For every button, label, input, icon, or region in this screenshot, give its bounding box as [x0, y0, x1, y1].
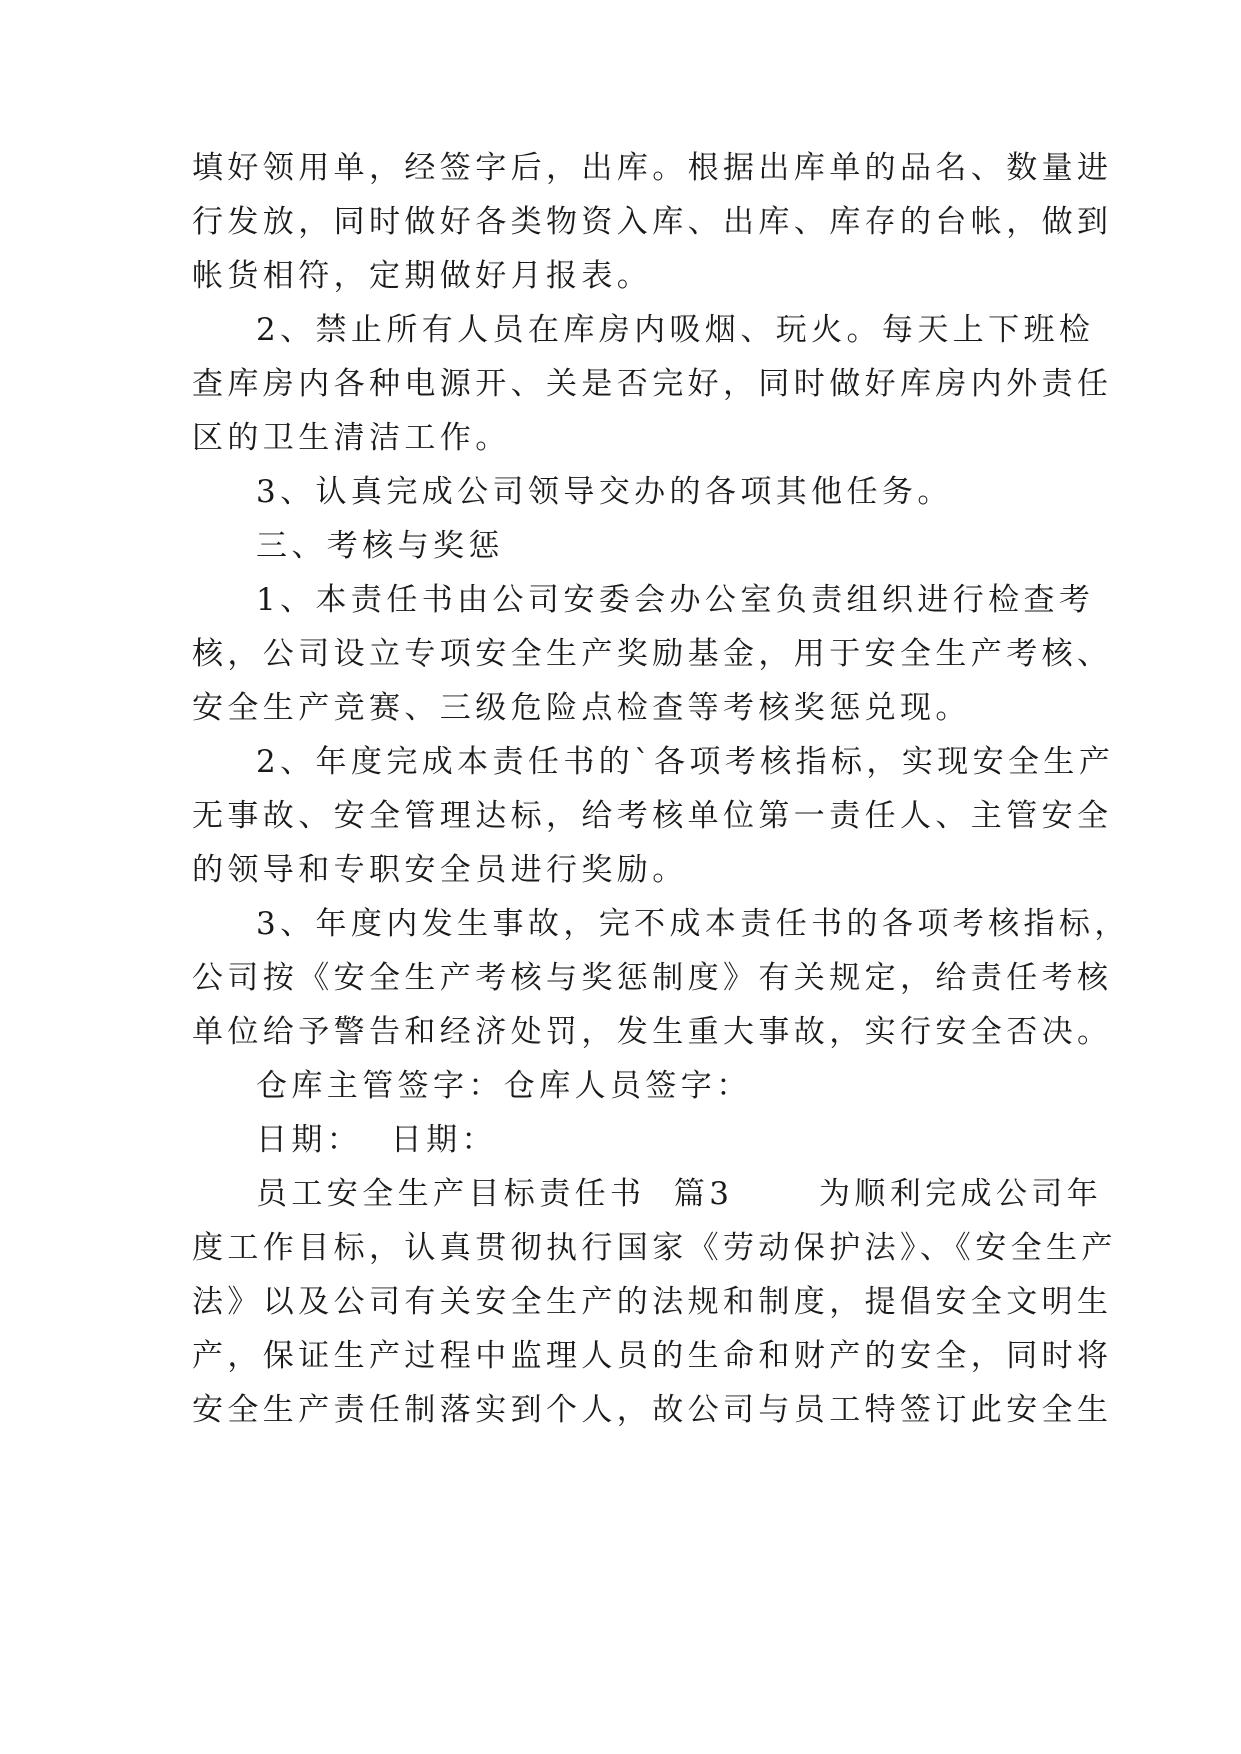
body-text-line: 无事故、安全管理达标，给考核单位第一责任人、主管安全	[192, 798, 1113, 834]
body-text-line: 单位给予警告和经济处罚，发生重大事故，实行安全否决。	[192, 1014, 1113, 1050]
body-text-line: 3、年度内发生事故，完不成本责任书的各项考核指标，	[256, 906, 1130, 942]
body-text-line: 的领导和专职安全员进行奖励。	[192, 852, 688, 888]
body-text-line: 3、认真完成公司领导交办的各项其他任务。	[256, 474, 953, 510]
body-text-line: 员工安全生产目标责任书 篇3 为顺利完成公司年	[256, 1176, 1103, 1212]
body-text-line: 区的卫生清洁工作。	[192, 420, 511, 456]
body-text-line: 核，公司设立专项安全生产奖励基金，用于安全生产考核、	[192, 636, 1113, 672]
body-text-line: 2、年度完成本责任书的`各项考核指标，实现安全生产	[256, 744, 1115, 780]
body-text-line: 2、禁止所有人员在库房内吸烟、玩火。每天上下班检	[256, 312, 1095, 348]
signature-line: 仓库主管签字：仓库人员签字：	[256, 1068, 752, 1104]
body-text-line: 行发放，同时做好各类物资入库、出库、库存的台帐，做到	[192, 204, 1113, 240]
body-text-line: 填好领用单，经签字后，出库。根据出库单的品名、数量进	[192, 150, 1113, 186]
date-line: 日期： 日期：	[256, 1122, 497, 1158]
body-text-line: 帐货相符，定期做好月报表。	[192, 258, 653, 294]
body-text-line: 产，保证生产过程中监理人员的生命和财产的安全，同时将	[192, 1338, 1113, 1374]
body-text-line: 查库房内各种电源开、关是否完好，同时做好库房内外责任	[192, 366, 1113, 402]
body-text-line: 安全生产责任制落实到个人，故公司与员工特签订此安全生	[192, 1392, 1113, 1428]
body-text-line: 1、本责任书由公司安委会办公室负责组织进行检查考	[256, 582, 1095, 618]
body-text-line: 度工作目标，认真贯彻执行国家《劳动保护法》、《安全生产	[192, 1230, 1117, 1266]
body-text-line: 公司按《安全生产考核与奖惩制度》有关规定，给责任考核	[192, 960, 1113, 996]
body-text-line: 安全生产竞赛、三级危险点检查等考核奖惩兑现。	[192, 690, 971, 726]
body-text-line: 法》以及公司有关安全生产的法规和制度，提倡安全文明生	[192, 1284, 1113, 1320]
section-heading: 三、考核与奖惩	[256, 528, 504, 564]
